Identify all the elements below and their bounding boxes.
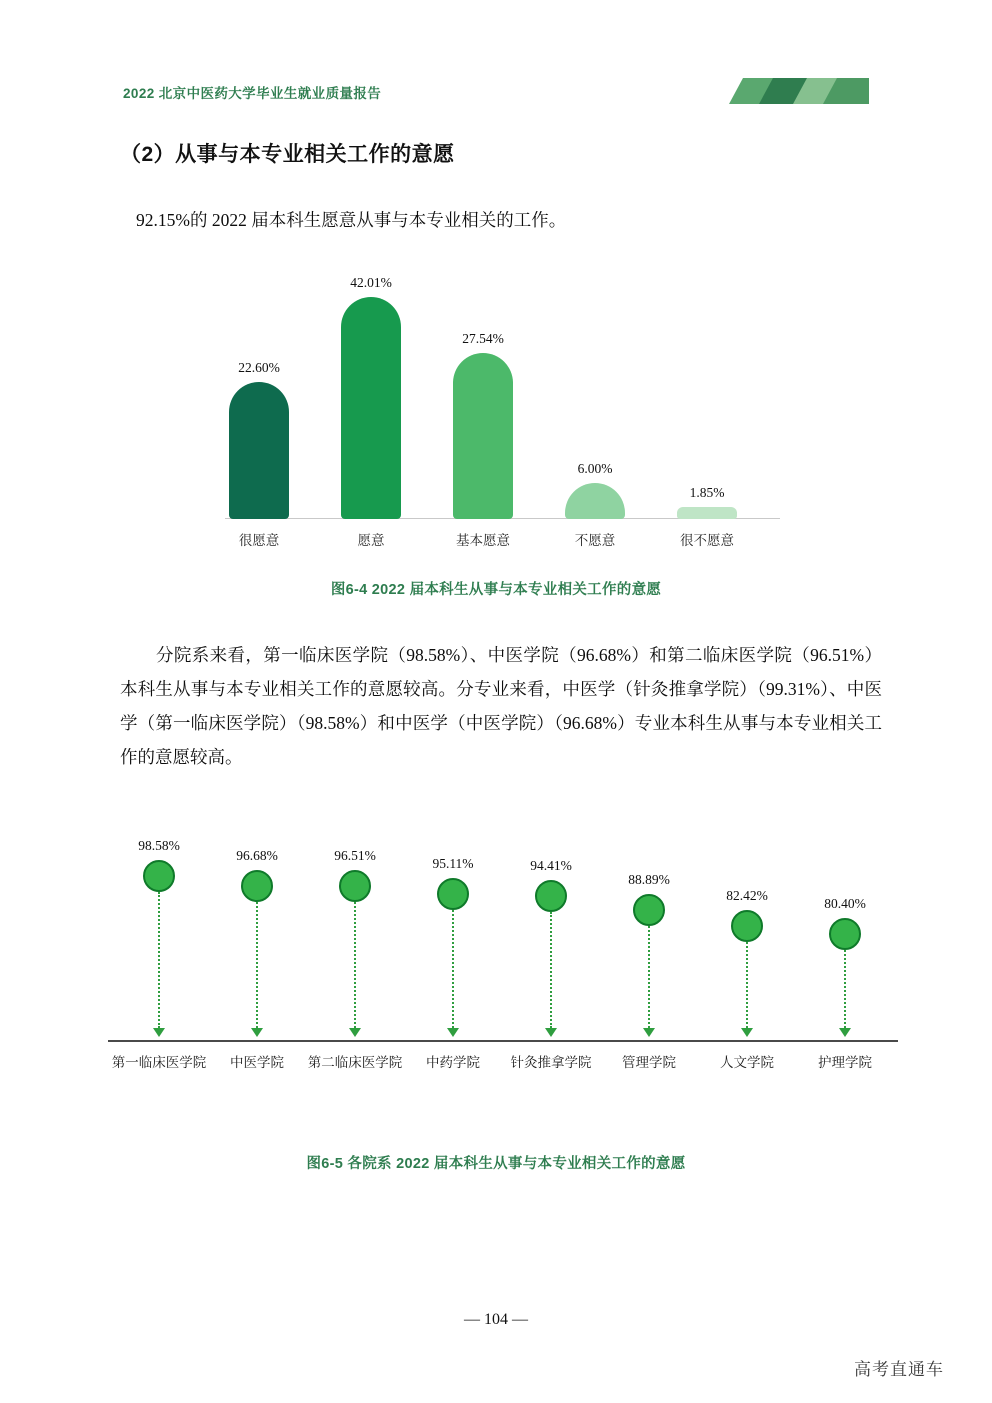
chart2-label-4: 针灸推拿学院: [510, 1055, 592, 1070]
chart1-bar-0: [229, 382, 289, 519]
chart2-stem-1: [256, 902, 258, 1028]
figure-6-4-caption: 图6-4 2022 届本科生从事与本专业相关工作的意愿: [330, 582, 662, 598]
chart1-bar-2: [453, 353, 513, 519]
chart2-marker-1: [241, 870, 273, 902]
chart2-arrow-1: [251, 1028, 263, 1037]
page-number: — 104 —: [464, 1311, 528, 1328]
chart2-stem-2: [354, 902, 356, 1028]
chart2-label-1: 中医学院: [230, 1055, 284, 1070]
chart1-label-2: 基本愿意: [456, 533, 510, 548]
chart2-marker-0: [143, 860, 175, 892]
chart2-marker-7: [829, 918, 861, 950]
chart1-value-2: 27.54%: [462, 331, 504, 346]
chart2-stem-4: [550, 912, 552, 1028]
chart2-marker-2: [339, 870, 371, 902]
chart2-value-2: 96.51%: [334, 848, 376, 863]
chart1-bar-3: [565, 483, 625, 519]
chart1-bar-4: [677, 507, 737, 519]
paragraph-intro: 92.15%的 2022 届本科生愿意从事与本专业相关的工作。: [136, 210, 567, 230]
chart2-value-3: 95.11%: [432, 856, 474, 871]
ribbon-decoration-icon: [729, 78, 869, 104]
paragraph-departments: 分院系来看，第一临床医学院（98.58%）、中医学院（96.68%）和第二临床医学院（96.51%）本科生从事与本专业相关工作的意愿较高。分专业来看，中医学（针灸推拿学院）（99.31%）、中医学（第一临床医学院）（98.58%）和中医学（中医学院）（96.68%）专业本科生从事与本专业相关工作的意愿较高。: [120, 645, 882, 767]
figure-6-4-bar-chart: [200, 270, 800, 555]
chart1-label-4: 很不愿意: [680, 533, 734, 548]
chart1-value-1: 42.01%: [350, 275, 392, 290]
chart1-value-3: 6.00%: [577, 461, 613, 476]
chart2-stem-6: [746, 942, 748, 1028]
chart2-arrow-2: [349, 1028, 361, 1037]
chart1-value-4: 1.85%: [689, 485, 725, 500]
figure-6-5-lollipop-chart: [96, 826, 906, 1126]
chart2-arrow-5: [643, 1028, 655, 1037]
figure-6-5-caption: 图6-5 各院系 2022 届本科生从事与本专业相关工作的意愿: [306, 1156, 686, 1172]
chart2-arrow-0: [153, 1028, 165, 1037]
chart1-label-0: 很愿意: [238, 533, 280, 548]
chart2-arrow-6: [741, 1028, 753, 1037]
chart2-value-6: 82.42%: [726, 888, 768, 903]
chart2-stem-0: [158, 892, 160, 1028]
chart2-value-4: 94.41%: [530, 858, 572, 873]
chart2-label-2: 第二临床医学院: [307, 1055, 403, 1070]
chart1-value-0: 22.60%: [238, 360, 280, 375]
chart2-marker-4: [535, 880, 567, 912]
chart2-value-5: 88.89%: [628, 872, 670, 887]
chart2-label-3: 中药学院: [426, 1055, 480, 1070]
chart2-stem-7: [844, 950, 846, 1028]
chart2-label-6: 人文学院: [720, 1055, 774, 1070]
chart2-label-0: 第一临床医学院: [111, 1055, 207, 1070]
chart1-label-1: 愿意: [357, 533, 385, 548]
chart2-label-5: 管理学院: [622, 1055, 676, 1070]
chart2-value-7: 80.40%: [824, 896, 866, 911]
chart2-stem-5: [648, 926, 650, 1028]
chart2-value-1: 96.68%: [236, 848, 278, 863]
chart2-marker-3: [437, 878, 469, 910]
header-title: 2022 北京中医药大学毕业生就业质量报告: [123, 86, 382, 101]
chart2-value-0: 98.58%: [138, 838, 180, 853]
page-header: [123, 78, 869, 112]
chart1-bar-1: [341, 297, 401, 519]
chart2-axis: [108, 1040, 898, 1042]
chart2-arrow-4: [545, 1028, 557, 1037]
watermark: 高考直通车: [854, 1360, 944, 1379]
chart2-stem-3: [452, 910, 454, 1028]
chart1-label-3: 不愿意: [574, 533, 616, 548]
chart2-arrow-7: [839, 1028, 851, 1037]
chart2-marker-6: [731, 910, 763, 942]
chart2-marker-5: [633, 894, 665, 926]
chart2-label-7: 护理学院: [818, 1055, 872, 1070]
chart2-arrow-3: [447, 1028, 459, 1037]
section-heading: （2）从事与本专业相关工作的意愿: [120, 143, 455, 166]
